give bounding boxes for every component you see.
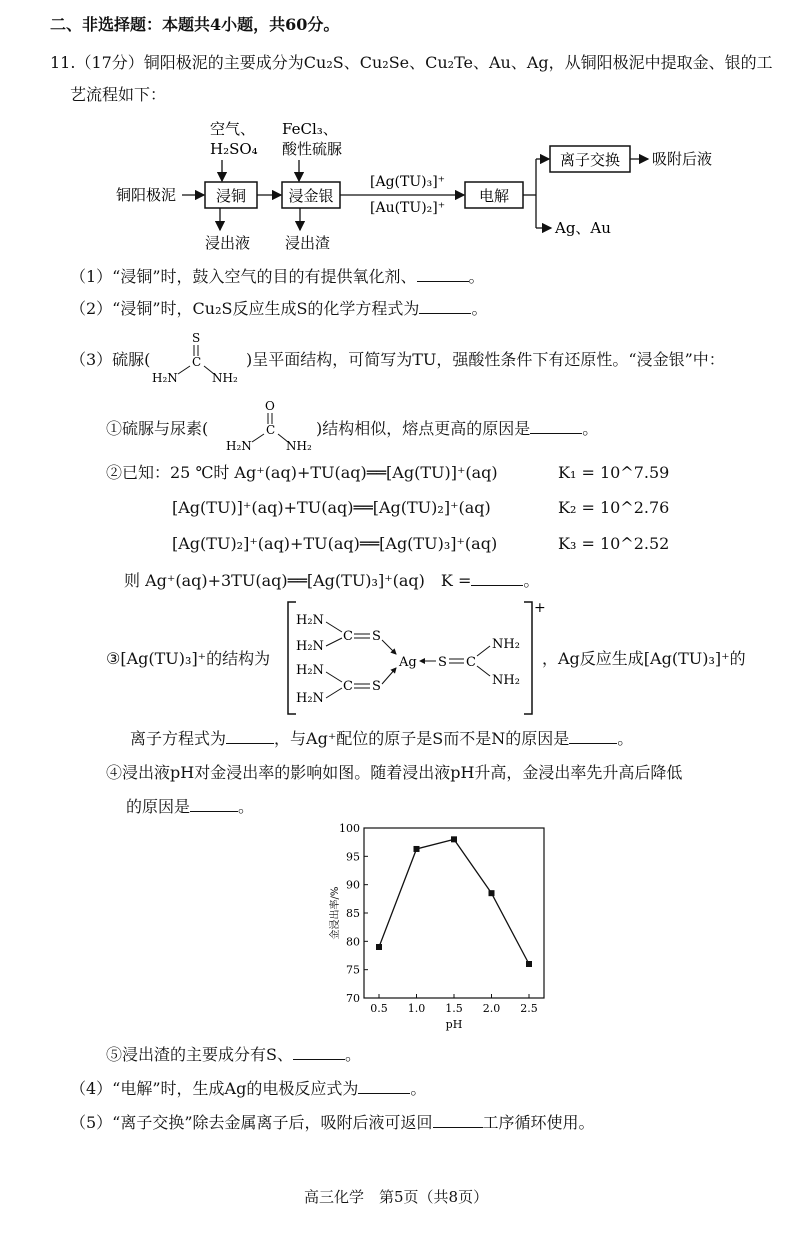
- flow-reagent2-b: 酸性硫脲: [282, 140, 343, 158]
- plot-frame: [364, 828, 544, 998]
- answer-blank-1[interactable]: [417, 267, 469, 282]
- svg-text:NH₂: NH₂: [492, 673, 520, 688]
- flow-output-after-adsorption: 吸附后液: [652, 150, 713, 168]
- data-point: [451, 836, 457, 842]
- svg-text:Ag: Ag: [399, 655, 417, 670]
- subq3-coord-text: ，与Ag⁺配位的原子是S而不是N的原因是: [274, 729, 570, 748]
- subq5-text: ⑤浸出渣的主要成分有S、: [106, 1045, 293, 1064]
- answer-blank-2[interactable]: [419, 299, 471, 314]
- y-tick-label: 75: [346, 963, 360, 977]
- subq5: ⑤浸出渣的主要成分有S、 。: [106, 1045, 361, 1064]
- svg-text:H₂N: H₂N: [152, 371, 178, 385]
- subq1-text: )结构相似，熔点更高的原因是: [316, 419, 531, 438]
- subq3-line2: 离子方程式为 ，与Ag⁺配位的原子是S而不是N的原因是 。: [130, 729, 634, 748]
- subq3-suffix: ，Ag反应生成[Ag(TU)₃]⁺的: [542, 649, 746, 668]
- subq2-overall: 则 Ag⁺(aq)+3TU(aq)══[Ag(TU)₃]⁺(aq) K = 。: [124, 571, 540, 590]
- flow-box3-label: 电解: [478, 187, 510, 205]
- urea-structure: [222, 398, 318, 454]
- flow-output-ag-au: Ag、Au: [555, 219, 611, 237]
- flow-output-residue: 浸出渣: [285, 234, 331, 252]
- flow-box4-label: 离子交换: [559, 151, 621, 169]
- flow-reagent1-a: 空气、: [210, 120, 256, 138]
- data-point: [376, 944, 382, 950]
- page-footer: 高三化学 第5页（共8页）: [304, 1188, 489, 1206]
- subq3-ion-eq-text: 离子方程式为: [130, 729, 227, 748]
- y-tick-label: 90: [346, 878, 360, 892]
- flow-box1-label: 浸铜: [215, 187, 247, 205]
- gold-leach-rate-chart: [320, 818, 560, 1036]
- x-tick-label: 1.5: [445, 1002, 463, 1015]
- part1-text: （1）“浸铜”时，鼓入空气的目的有提供氧化剂、: [70, 267, 417, 286]
- subq2-k2: K₂ = 10^2.76: [558, 498, 670, 517]
- section-title: 二、非选择题：本题共4小题，共60分。: [50, 15, 340, 34]
- subq2-eq1: ②已知：25 ℃时 Ag⁺(aq)+TU(aq)══[Ag(TU)]⁺(aq): [106, 463, 498, 482]
- data-point: [414, 846, 420, 852]
- series-line: [379, 839, 529, 964]
- answer-blank-8[interactable]: [293, 1045, 345, 1060]
- flow-box2-label: 浸金银: [288, 187, 334, 205]
- subq4-line1: ④浸出液pH对金浸出率的影响如图。随着浸出液pH升高，金浸出率先升高后降低: [106, 763, 683, 782]
- y-axis-label: 金浸出率/%: [330, 886, 341, 940]
- subq2-k3: K₃ = 10^2.52: [558, 534, 670, 553]
- svg-text:H₂N: H₂N: [296, 613, 324, 628]
- answer-blank-4[interactable]: [471, 571, 523, 586]
- svg-text:NH₂: NH₂: [286, 439, 312, 453]
- svg-text:H₂N: H₂N: [296, 691, 324, 706]
- subq4-text: 的原因是: [126, 797, 191, 816]
- svg-text:C: C: [192, 355, 202, 369]
- flow-output-leachate: 浸出液: [205, 234, 251, 252]
- q11-intro-line1: 11.（17分）铜阳极泥的主要成分为Cu₂S、Cu₂Se、Cu₂Te、Au、Ag，从铜阳极泥中提取金、银的工: [50, 53, 773, 72]
- subq4-line2: 的原因是 。: [126, 797, 255, 816]
- answer-blank-7[interactable]: [190, 797, 238, 812]
- svg-text:S: S: [372, 629, 381, 644]
- flow-reagent1-b: H₂SO₄: [210, 140, 258, 158]
- flow-ion-au: [Au(TU)₂]⁺: [370, 200, 446, 216]
- y-tick-label: 70: [346, 992, 360, 1005]
- thiourea-structure: [148, 330, 244, 386]
- answer-blank-9[interactable]: [358, 1079, 410, 1094]
- subq2-eq3: [Ag(TU)₂]⁺(aq)+TU(aq)══[Ag(TU)₃]⁺(aq): [172, 534, 498, 553]
- svg-text:H₂N: H₂N: [296, 639, 324, 654]
- svg-text:NH₂: NH₂: [212, 371, 238, 385]
- part4-text: （4）“电解”时，生成Ag的电极反应式为: [70, 1079, 359, 1098]
- subq2-eq2: [Ag(TU)]⁺(aq)+TU(aq)══[Ag(TU)₂]⁺(aq): [172, 498, 491, 517]
- x-axis-label: pH: [445, 1018, 463, 1031]
- part5-text-a: （5）“离子交换”除去金属离子后，吸附后液可返回: [70, 1113, 433, 1132]
- question-part-1: （1）“浸铜”时，鼓入空气的目的有提供氧化剂、 。: [70, 267, 485, 286]
- flow-input: 铜阳极泥: [116, 186, 177, 204]
- process-flow-diagram: [90, 112, 750, 262]
- part3-prefix: （3）硫脲(: [70, 350, 151, 369]
- q11-intro-line2: 艺流程如下：: [70, 85, 167, 104]
- subq2-k1: K₁ = 10^7.59: [558, 463, 670, 482]
- part2-text: （2）“浸铜”时，Cu₂S反应生成S的化学方程式为: [70, 299, 420, 318]
- question-part-5: [70, 1112, 595, 1134]
- x-tick-label: 0.5: [370, 1002, 388, 1015]
- svg-text:NH₂: NH₂: [492, 637, 520, 652]
- subq2-overall-text: 则 Ag⁺(aq)+3TU(aq)══[Ag(TU)₃]⁺(aq) K =: [124, 571, 472, 590]
- svg-text:C: C: [266, 423, 276, 437]
- svg-text:S: S: [438, 655, 447, 670]
- flow-ion-ag: [Ag(TU)₃]⁺: [370, 174, 446, 190]
- part5-text-b: 工序循环使用。: [482, 1113, 595, 1132]
- subq1-prefix: ①硫脲与尿素(: [106, 419, 209, 438]
- y-tick-label: 85: [346, 907, 360, 920]
- svg-text:H₂N: H₂N: [226, 439, 252, 453]
- subq1-line: )结构相似，熔点更高的原因是 。: [316, 419, 599, 438]
- x-tick-label: 2.0: [482, 1002, 501, 1015]
- svg-text:C: C: [343, 629, 353, 644]
- y-tick-label: 95: [346, 850, 360, 864]
- subq3-prefix: ③[Ag(TU)₃]⁺的结构为: [106, 649, 271, 668]
- data-point: [489, 890, 495, 896]
- y-tick-label: 100: [339, 822, 360, 835]
- x-tick-label: 1.0: [407, 1002, 426, 1015]
- part3-text: )呈平面结构，可简写为TU，强酸性条件下有还原性。“浸金银”中：: [246, 350, 725, 369]
- flow-reagent2-a: FeCl₃、: [282, 120, 338, 138]
- svg-text:S: S: [372, 679, 381, 694]
- svg-text:O: O: [265, 399, 275, 413]
- answer-blank-10[interactable]: [433, 1113, 483, 1128]
- answer-blank-5[interactable]: [226, 729, 274, 744]
- svg-text:+: +: [534, 600, 546, 616]
- question-part-2: （2）“浸铜”时，Cu₂S反应生成S的化学方程式为 。: [70, 299, 488, 318]
- x-tick-label: 2.5: [520, 1002, 538, 1015]
- question-part-4: （4）“电解”时，生成Ag的电极反应式为 。: [70, 1079, 427, 1098]
- svg-text:C: C: [466, 655, 476, 670]
- svg-text:C: C: [343, 679, 353, 694]
- svg-text:H₂N: H₂N: [296, 663, 324, 678]
- data-point: [526, 961, 532, 967]
- answer-blank-3[interactable]: [530, 419, 582, 434]
- svg-text:S: S: [192, 331, 201, 345]
- y-tick-label: 80: [346, 935, 360, 949]
- answer-blank-6[interactable]: [569, 729, 617, 744]
- ag-tu3-complex-structure: [286, 598, 544, 718]
